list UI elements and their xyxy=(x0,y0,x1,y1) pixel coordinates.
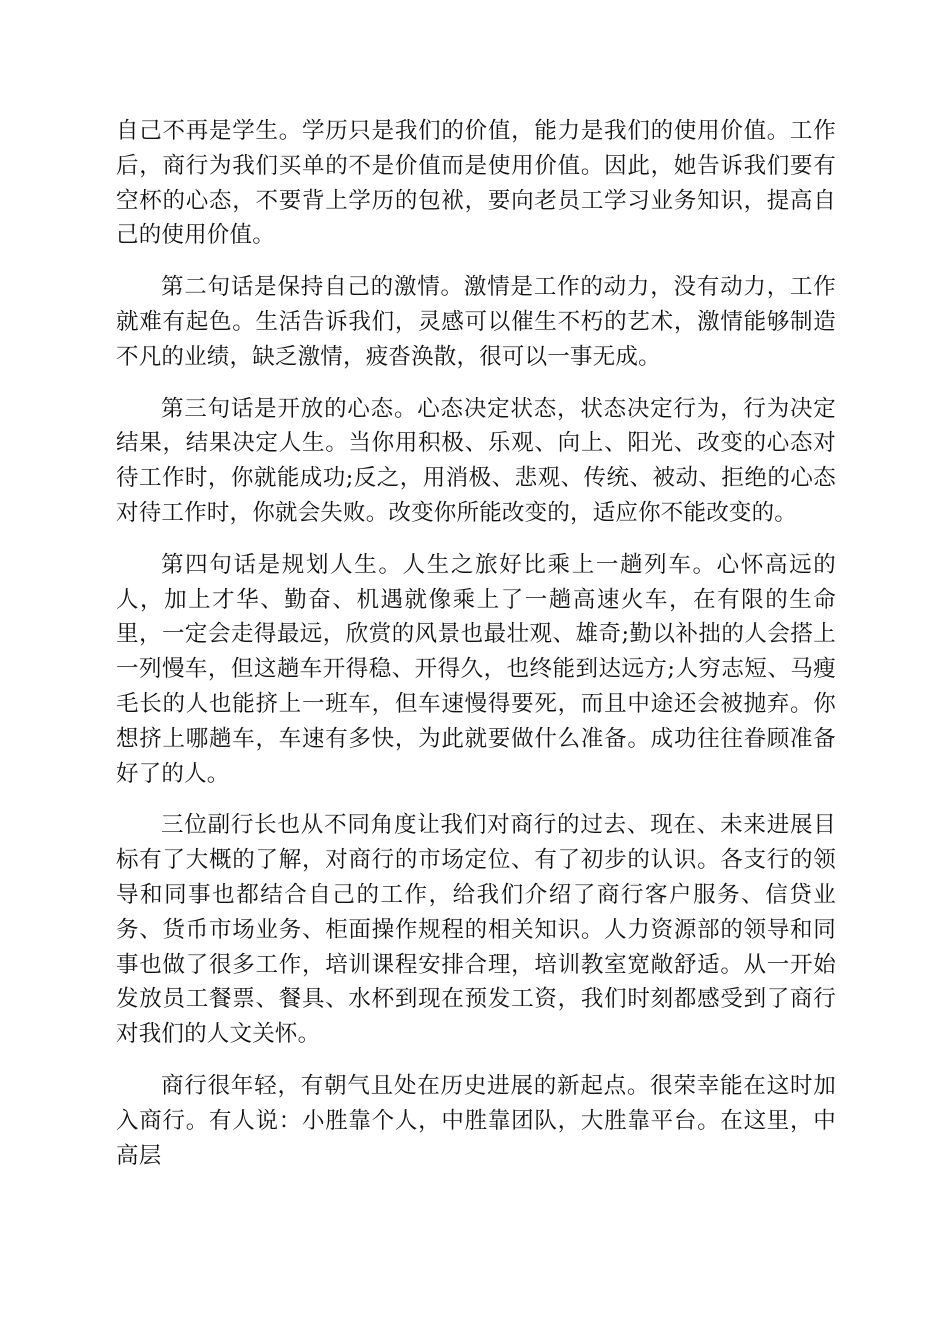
document-body xyxy=(116,114,836,1190)
paragraph-3: 第三句话是开放的心态。心态决定状态，状态决定行为，行为决定结果，结果决定人生。当你用积极、乐观、向上、阳光、改变的心态对待工作时，你就能成功;反之，用消极、悲观、传统、被动、拒绝的心态对待工作时，你就会失败。改变你所能改变的，适应你不能改变的。 xyxy=(116,395,836,526)
paragraph-4: 第四句话是规划人生。人生之旅好比乘上一趟列车。心怀高远的人，加上才华、勤奋、机遇就像乘上了一趟高速火车，在有限的生命里，一定会走得最远，欣赏的风景也最壮观、雄奇;勤以补拙的人会搭上一列慢车，但这趟车开得稳、开得久，也终能到达远方;人穷志短、马瘦毛长的人也能挤上一班车，但车速慢得要死，而且中途还会被抛弃。你想挤上哪趟车，车速有多快，为此就要做什么准备。成功往往眷顾准备好了的人。 xyxy=(116,551,836,787)
paragraph-6: 商行很年轻，有朝气且处在历史进展的新起点。很荣幸能在这时加入商行。有人说：小胜靠个人，中胜靠团队，大胜靠平台。在这里，中高层 xyxy=(116,1072,836,1169)
paragraph-2: 第二句话是保持自己的激情。激情是工作的动力，没有动力，工作就难有起色。生活告诉我们，灵感可以催生不朽的艺术，激情能够制造不凡的业绩，缺乏激情，疲沓涣散，很可以一事无成。 xyxy=(116,274,836,370)
paragraph-5: 三位副行长也从不同角度让我们对商行的过去、现在、未来进展目标有了大概的了解，对商行的市场定位、有了初步的认识。各支行的领导和同事也都结合自己的工作，给我们介绍了商行客户服务、信贷业务、货币市场业务、柜面操作规程的相关知识。人力资源部的领导和同事也做了很多工作，培训课程安排合理，培训教室宽敞舒适。从一开始发放员工餐票、餐具、水杯到现在预发工资，我们时刻都感受到了商行对我们的人文关怀。 xyxy=(116,812,836,1048)
paragraph-1: 自己不再是学生。学历只是我们的价值，能力是我们的使用价值。工作后，商行为我们买单的不是价值而是使用价值。因此，她告诉我们要有空杯的心态，不要背上学历的包袱，要向老员工学习业务知识，提高自己的使用价值。 xyxy=(116,118,836,249)
